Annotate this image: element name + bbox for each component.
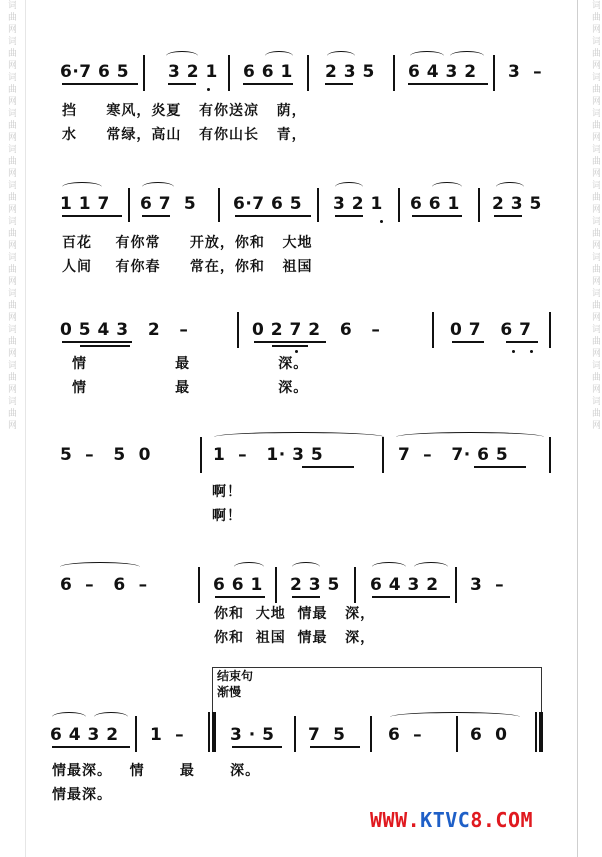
lyric-line: 啊！ [212, 508, 242, 524]
barline [549, 437, 551, 473]
measure: 6 4 3 2 [370, 575, 439, 595]
barline [393, 55, 395, 91]
measure: 3 2 1 [168, 62, 218, 82]
measure: 6 6 1 [213, 575, 263, 595]
measure: 3 · 5 [230, 725, 275, 745]
measure: 6 0 [470, 725, 508, 745]
barline [398, 188, 400, 222]
barline [237, 312, 239, 348]
barline [128, 188, 130, 222]
barline [549, 312, 551, 348]
barline [307, 55, 309, 91]
ending-box [212, 667, 542, 712]
measure: 6·7 6 5 [233, 194, 303, 214]
measure: 2 3 5 [290, 575, 340, 595]
barline [478, 188, 480, 222]
measure: 2 3 5 [325, 62, 375, 82]
barline [275, 567, 277, 603]
barline [317, 188, 319, 222]
barline [294, 716, 296, 752]
lyric-line: 情最深。 [52, 787, 112, 803]
measure: 7 5 [308, 725, 346, 745]
lyric-line: 你和 祖国 情最 深， [214, 630, 376, 646]
measure: 2 3 5 [492, 194, 542, 214]
final-barline [535, 712, 537, 752]
lyric-line: 水 常绿，高山 有你山长 青， [62, 127, 307, 143]
repeat-barline [208, 712, 210, 752]
barline [200, 437, 202, 473]
lyric-line: 情 最 深。 [72, 380, 309, 396]
barline [228, 55, 230, 91]
ending-label: 结束句 [217, 669, 254, 683]
measure: 6 7 5 [140, 194, 197, 214]
barline [198, 567, 200, 603]
barline [455, 567, 457, 603]
final-barline-thick [539, 712, 543, 752]
watermark-left: 词曲网词曲网词曲网词曲网词曲网词曲网词曲网词曲网词曲网词曲网词曲网词曲网 [6, 0, 16, 432]
repeat-barline-thick [212, 712, 216, 752]
page-border-left [25, 0, 26, 857]
measure: 1 – 1· 3 5 [213, 445, 324, 465]
measure: 6·7 6 5 [60, 62, 130, 82]
measure: 6 4 3 2 [408, 62, 477, 82]
measure: 1 – [150, 725, 185, 745]
barline [143, 55, 145, 91]
watermark-right: 词曲网词曲网词曲网词曲网词曲网词曲网词曲网词曲网词曲网词曲网词曲网词曲网 [590, 0, 600, 432]
barline [382, 437, 384, 473]
measure: 0 2 7 2 6 – [252, 320, 381, 340]
lyric-line: 情 最 深。 [72, 356, 309, 372]
lyric-line: 挡 寒风，炎夏 有你送凉 荫， [62, 103, 307, 119]
measure: 3 2 1 [333, 194, 383, 214]
lyric-line: 啊！ [212, 484, 242, 500]
measure: 0 5 4 3 2 – [60, 320, 189, 340]
lyric-line: 人间 有你春 常在，你和 祖国 [62, 259, 313, 275]
lyric-line: 百花 有你常 开放，你和 大地 [62, 235, 313, 251]
lyric-line: 情最深。 情 最 深。 [52, 763, 261, 779]
measure: 6 6 1 [243, 62, 293, 82]
measure: 1 1 7 [60, 194, 110, 214]
measure: 6 6 1 [410, 194, 460, 214]
barline [493, 55, 495, 91]
lyric-line: 你和 大地 情最 深， [214, 606, 376, 622]
barline [218, 188, 220, 222]
barline [432, 312, 434, 348]
measure: 3 – [470, 575, 505, 595]
tempo-label: 渐慢 [217, 685, 242, 699]
barline [370, 716, 372, 752]
measure: 6 – [388, 725, 423, 745]
page-border-right [577, 0, 578, 857]
measure: 3 – [508, 62, 543, 82]
barline [135, 716, 137, 752]
measure: 7 – 7· 6 5 [398, 445, 509, 465]
measure: 0 7 6 7 [450, 320, 532, 340]
measure: 5 – 5 0 [60, 445, 151, 465]
measure: 6 – 6 – [60, 575, 148, 595]
measure: 6 4 3 2 [50, 725, 119, 745]
site-logo: WWW.KTVC8.COM [370, 808, 534, 832]
barline [354, 567, 356, 603]
